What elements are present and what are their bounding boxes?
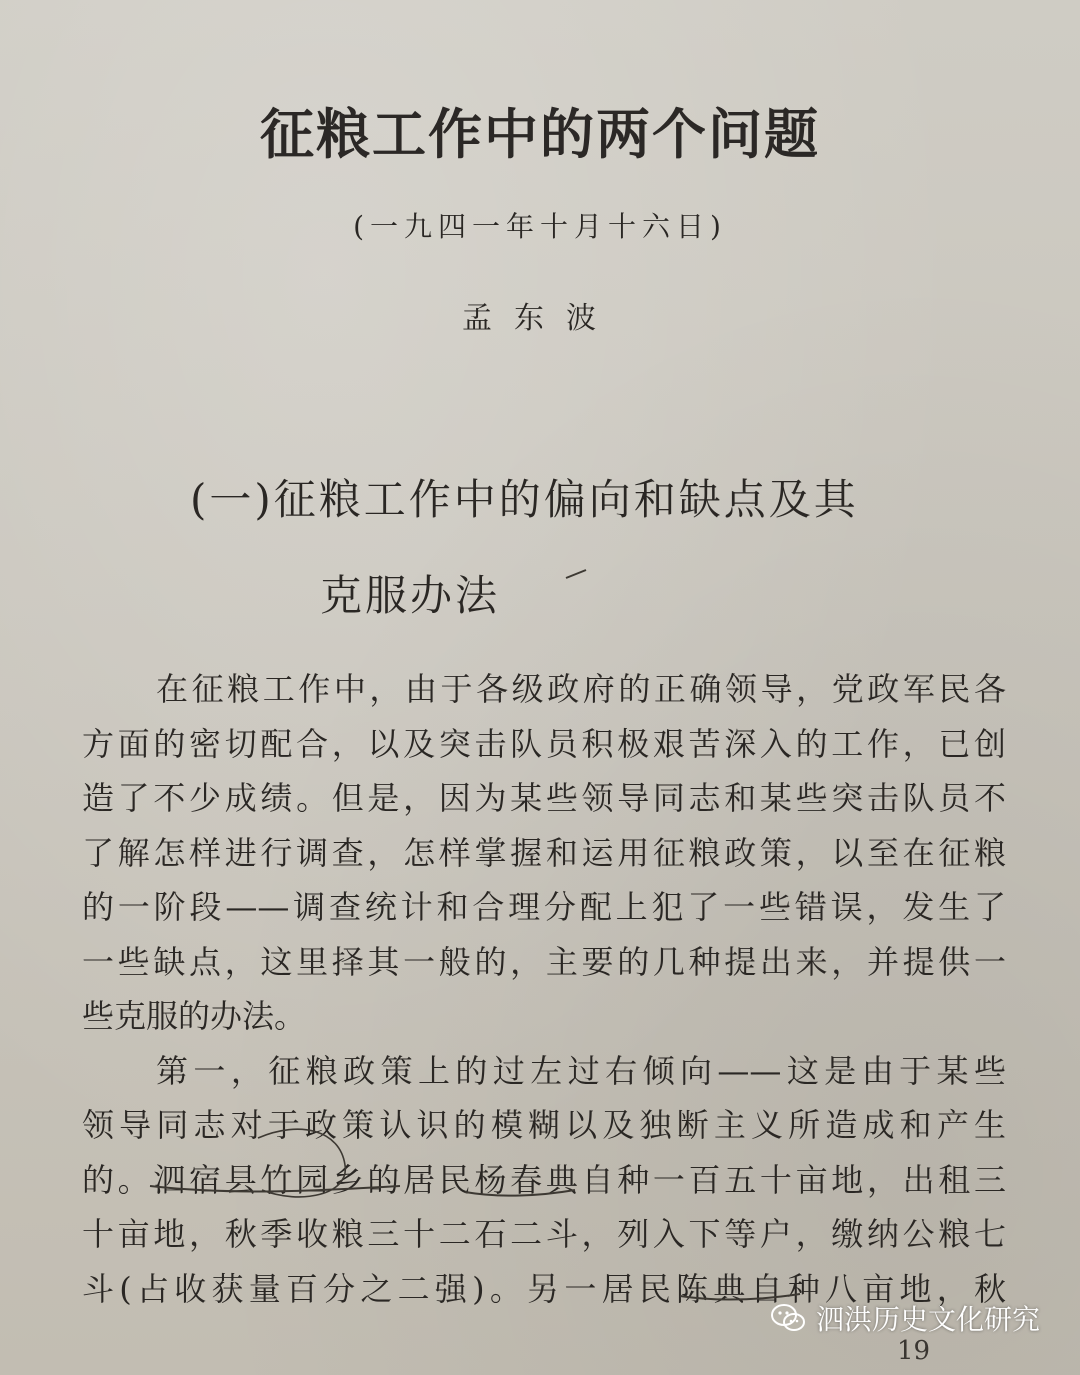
page-title: 征粮工作中的两个问题	[260, 102, 820, 166]
section-heading-line-2: 克服办法	[320, 571, 501, 620]
watermark-text: 泗洪历史文化研究	[815, 1303, 1040, 1336]
body-line: 的一阶段——调查统计和合理分配上犯了一些错误，发生了	[82, 888, 1006, 926]
body-line: 些克服的办法。	[82, 997, 307, 1035]
body-line: 斗(占收获量百分之二强)。另一居民陈典自种八亩地，秋	[82, 1269, 1006, 1308]
body-text	[82, 662, 1006, 1316]
body-line: 十亩地，秋季收粮三十二石二斗，列入下等户，缴纳公粮七	[82, 1215, 1006, 1253]
section-heading-line-1: (一)征粮工作中的偏向和缺点及其	[190, 475, 859, 524]
body-line: 方面的密切配合，以及突击队员积极艰苦深入的工作，已创	[82, 724, 1006, 763]
body-line: 了解怎样进行调查，怎样掌握和运用征粮政策，以至在征粮	[82, 833, 1006, 872]
page-number: 19	[897, 1336, 931, 1366]
watermark	[770, 1298, 1040, 1338]
body-line: 领导同志对于政策认识的模糊以及独断主义所造成和产生	[82, 1106, 1006, 1144]
body-line: 造了不少成绩。但是，因为某些领导同志和某些突击队员不	[82, 779, 1006, 817]
body-line: 在征粮工作中，由于各级政府的正确领导，党政军民各	[156, 670, 1006, 708]
author-name: 孟东波	[462, 301, 618, 336]
wechat-icon	[770, 1303, 806, 1333]
body-line: 一些缺点，这里择其一般的，主要的几种提出来，并提供一	[82, 942, 1006, 981]
body-line: 第一，征粮政策上的过左过右倾向——这是由于某些	[156, 1051, 1006, 1090]
date-line: (一九四一年十月十六日)	[353, 210, 727, 243]
body-line: 的。泗宿县竹园乡的居民杨春典自种一百五十亩地，出租三	[82, 1160, 1006, 1199]
section-heading	[190, 452, 990, 644]
